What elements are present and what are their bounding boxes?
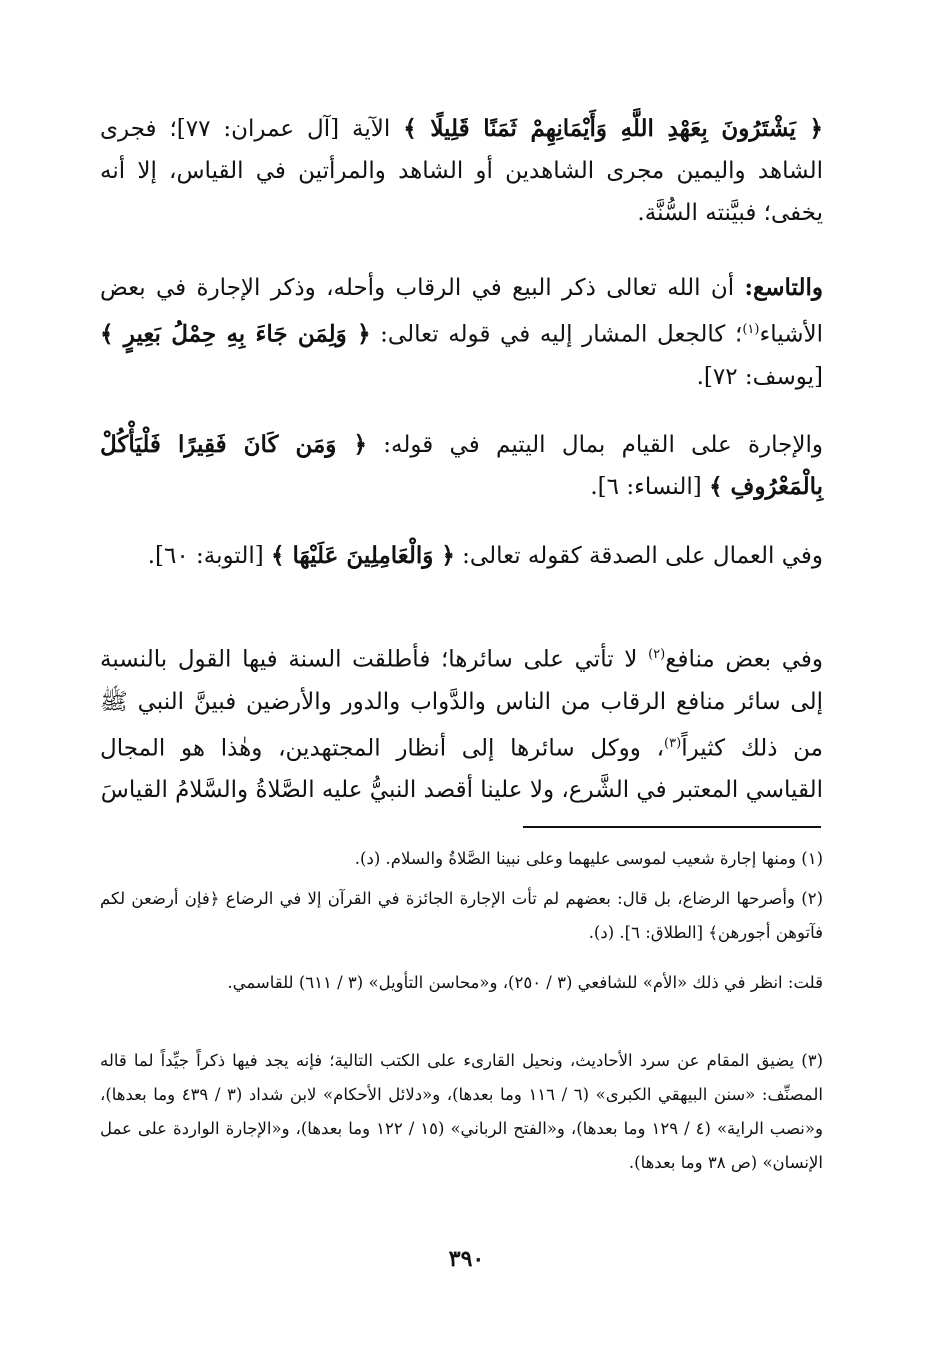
paragraph-4 bbox=[100, 535, 823, 577]
paragraph-lead: والتاسع: bbox=[744, 274, 823, 301]
paragraph-text: ، ووكل سائرها إلى أنظار المجتهدين، وهٰذا هو المجال القياسي المعتبر في الشَّرع، ولا علينا أقصد النبيُّ عليه الصَّلاةُ والسَّلامُ القياسَ bbox=[100, 735, 823, 804]
footnote-2: (٢) وأصرحها الرضاع، بل قال: بعضهم لم تأت الإجارة الجائزة في القرآن إلا في الرضاع ﴿فإن أرضعن لكم فآتوهن أجورهن﴾ [الطلاق: ٦]. (د). bbox=[100, 889, 823, 942]
paragraph-text: ؛ كالجعل المشار إليه في قوله تعالى: bbox=[370, 321, 743, 348]
footnote-3: (٣) يضيق المقام عن سرد الأحاديث، ونحيل القارىء على الكتب التالية؛ فإنه يجد فيها ذكراً جيِّداً لما قاله المصنِّف: «سنن البيهقي الكبرى» (٦ / ١١٦ وما بعدها)، و«دلائل الأحكام» لابن شداد (٣ / ٤٣٩ وما بعدها)، و«نصب الراية» (٤ / ١٢٩ وما بعدها)، و«الفتح الرباني» (١٥ / ١٢٢ وما بعدها)، و«الإجارة الواردة على عمل الإنسان» (ص ٣٨ وما بعدها). bbox=[100, 1051, 823, 1172]
footnote-ref: (٢) bbox=[648, 647, 666, 662]
quran-quote: ﴿ وَالْعَامِلِينَ عَلَيْهَا ﴾ bbox=[271, 542, 455, 569]
paragraph-text: لا تأتي على سائرها؛ فأطلقت السنة فيها القول بالنسبة إلى سائر منافع الرقاب من الناس والدَّواب والدور والأرضين فبينَّ النبي ﷺ من ذلك كثيراً bbox=[100, 646, 823, 762]
paragraph-3 bbox=[100, 424, 823, 508]
paragraph-1 bbox=[100, 108, 823, 234]
paragraph-text: الآية [آل عمران: ٧٧]؛ فجرى الشاهد واليمين مجرى الشاهدين أو الشاهد والمرأتين في القياس، إلا أنه يخفى؛ فبيَّنته السُّنَّة. bbox=[100, 116, 823, 226]
paragraph-text: [التوبة: ٦٠]. bbox=[147, 543, 271, 569]
paragraph-text: وفي بعض منافع bbox=[665, 646, 824, 673]
paragraph-5 bbox=[100, 634, 823, 811]
paragraph-text: وفي العمال على الصدقة كقوله تعالى: bbox=[454, 543, 823, 569]
footnote-ref: (١) bbox=[742, 322, 760, 337]
footnote-divider bbox=[523, 826, 821, 828]
footnote-ref: (٣) bbox=[664, 735, 682, 751]
quran-quote: ﴿ يَشْتَرُونَ بِعَهْدِ اللَّهِ وَأَيْمَانِهِمْ ثَمَنًا قَلِيلًا ﴾ bbox=[403, 115, 823, 142]
paragraph-text: أن الله تعالى ذكر البيع في الرقاب وأحله، وذكر الإجارة في بعض الأشياء bbox=[100, 275, 823, 348]
paragraph-text: [يوسف: ٧٢]. bbox=[696, 363, 823, 390]
paragraph-2 bbox=[100, 267, 823, 398]
quran-quote: ﴿ وَمَن كَانَ فَقِيرًا فَلْيَأْكُلْ بِالْمَعْرُوفِ ﴾ bbox=[100, 431, 823, 500]
footnote-1: (١) ومنها إجارة شعيب لموسى عليهما وعلى نبينا الصَّلاةُ والسلام. (د). bbox=[354, 849, 823, 868]
paragraph-text: والإجارة على القيام بمال اليتيم في قوله: bbox=[366, 432, 823, 458]
page-number: ٣٩٠ bbox=[448, 1246, 485, 1272]
footnote-2-note: قلت: انظر في ذلك «الأم» للشافعي (٣ / ٢٥٠)، و«محاسن التأويل» (٣ / ٦١١) للقاسمي. bbox=[227, 973, 823, 992]
paragraph-text: [النساء: ٦]. bbox=[590, 474, 710, 500]
quran-quote: ﴿ وَلِمَن جَاءَ بِهِ حِمْلُ بَعِيرٍ ﴾ bbox=[100, 320, 371, 348]
